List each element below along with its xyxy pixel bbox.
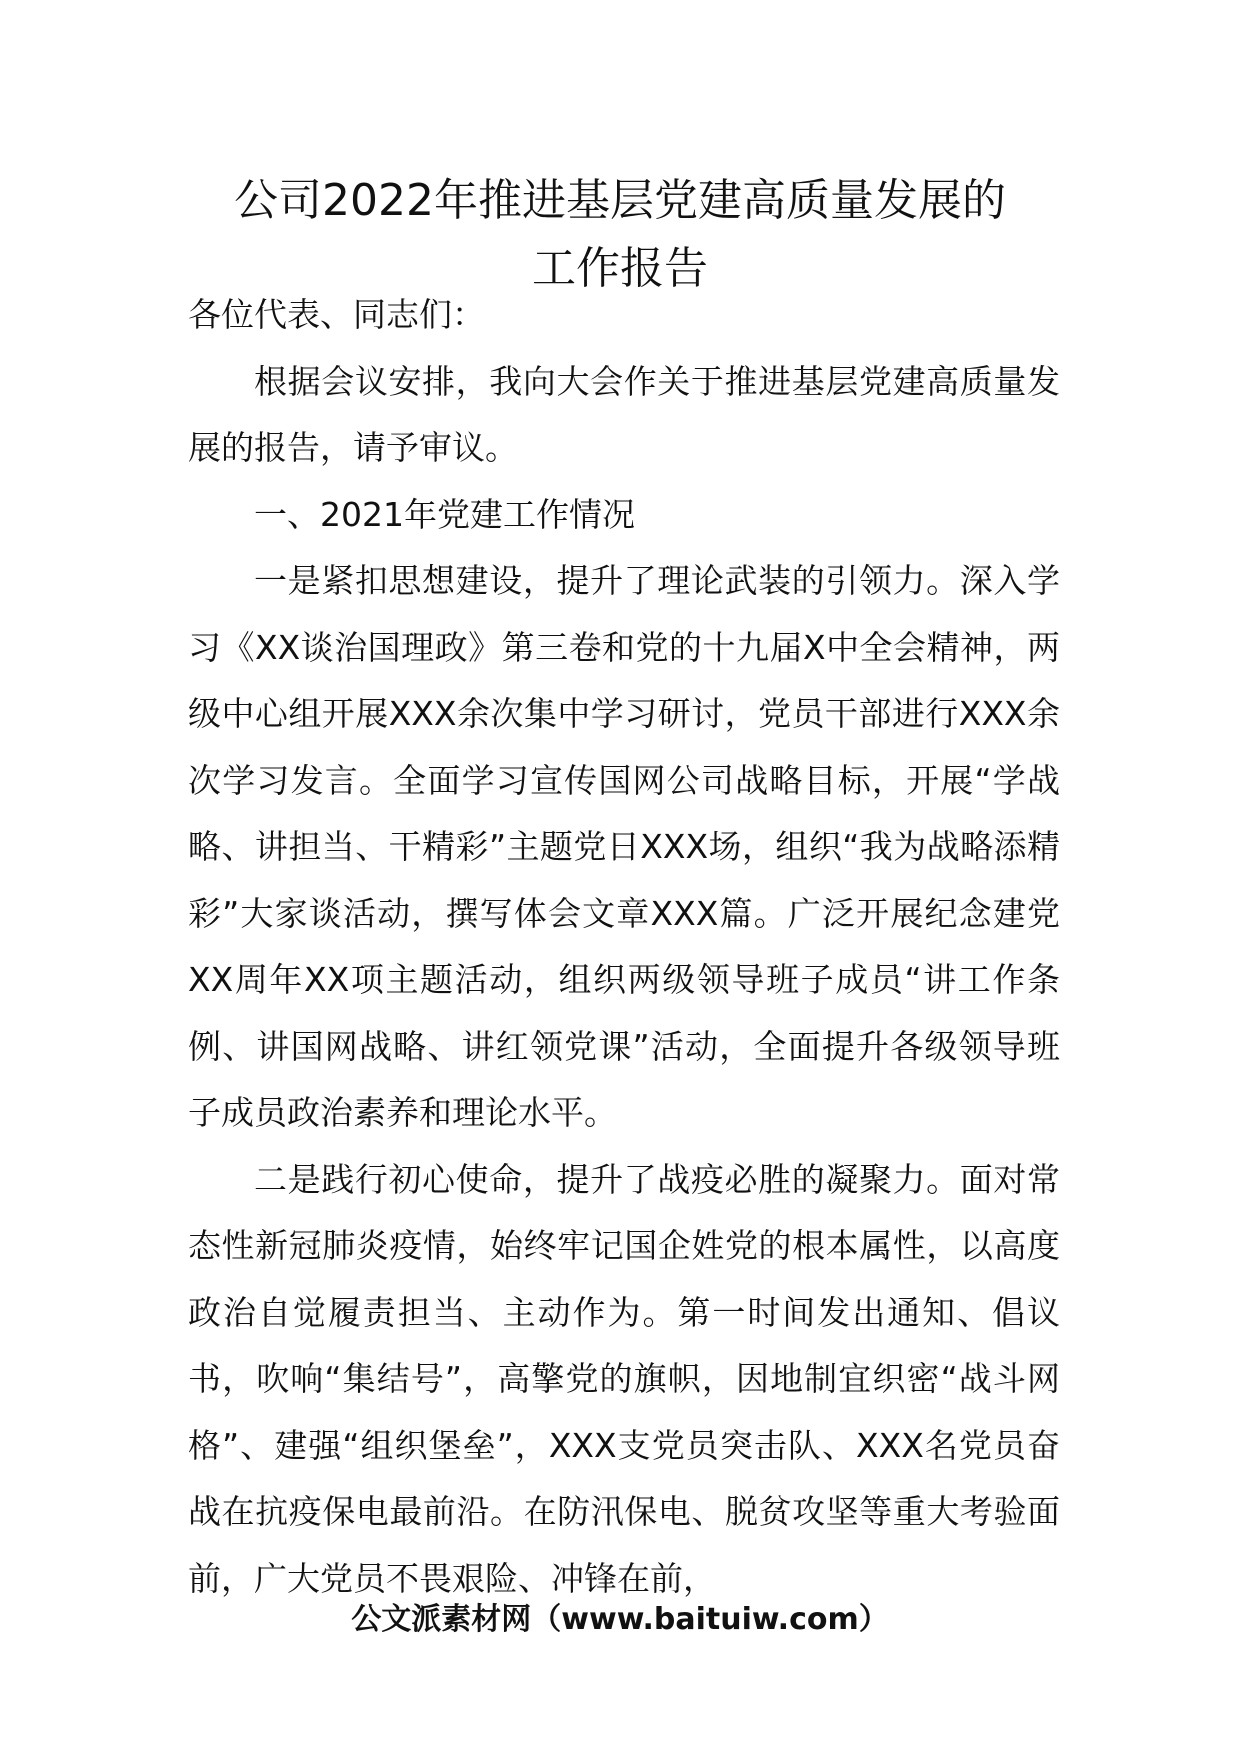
watermark-footer: 公文派素材网（www.baituiw.com） [351, 1602, 889, 1637]
paragraph-first-point: 一是紧扣思想建设，提升了理论武装的引领力。深入学习《XX谈治国理政》第三卷和党的十九届X中全会精神，两级中心组开展XXX余次集中学习研讨，党员干部进行XXX余次学习发言。全面学习宣传国网公司战略目标，开展“学战略、讲担当、干精彩”主题党日XXX场，组织“我为战略添精彩”大家谈活动，撰写体会文章XXX篇。广泛开展纪念建党XX周年XX项主题活动，组织两级领导班子成员“讲工作条例、讲国网战略、讲红领党课”活动，全面提升各级领导班子成员政治素养和理论水平。 [188, 561, 1060, 1132]
salutation: 各位代表、同志们： [188, 295, 485, 334]
section-heading: 一、2021年党建工作情况 [254, 494, 635, 534]
paragraph-intro: 根据会议安排，我向大会作关于推进基层党建高质量发展的报告，请予审议。 [188, 361, 1060, 467]
document-body [188, 282, 1060, 1612]
paragraph-second-point: 二是践行初心使命，提升了战疫必胜的凝聚力。面对常态性新冠肺炎疫情，始终牢记国企姓党的根本属性，以高度政治自觉履责担当、主动作为。第一时间发出通知、倡议书，吹响“集结号”，高擎党的旗帜，因地制宜织密“战斗网格”、建强“组织堡垒”，XXX支党员突击队、XXX名党员奋战在抗疫保电最前沿。在防汛保电、脱贫攻坚等重大考验面前，广大党员不畏艰险、冲锋在前， [188, 1159, 1060, 1598]
document-title-line-2: 工作报告 [532, 243, 708, 294]
document-title-line-1: 公司2022年推进基层党建高质量发展的 [234, 175, 1006, 226]
